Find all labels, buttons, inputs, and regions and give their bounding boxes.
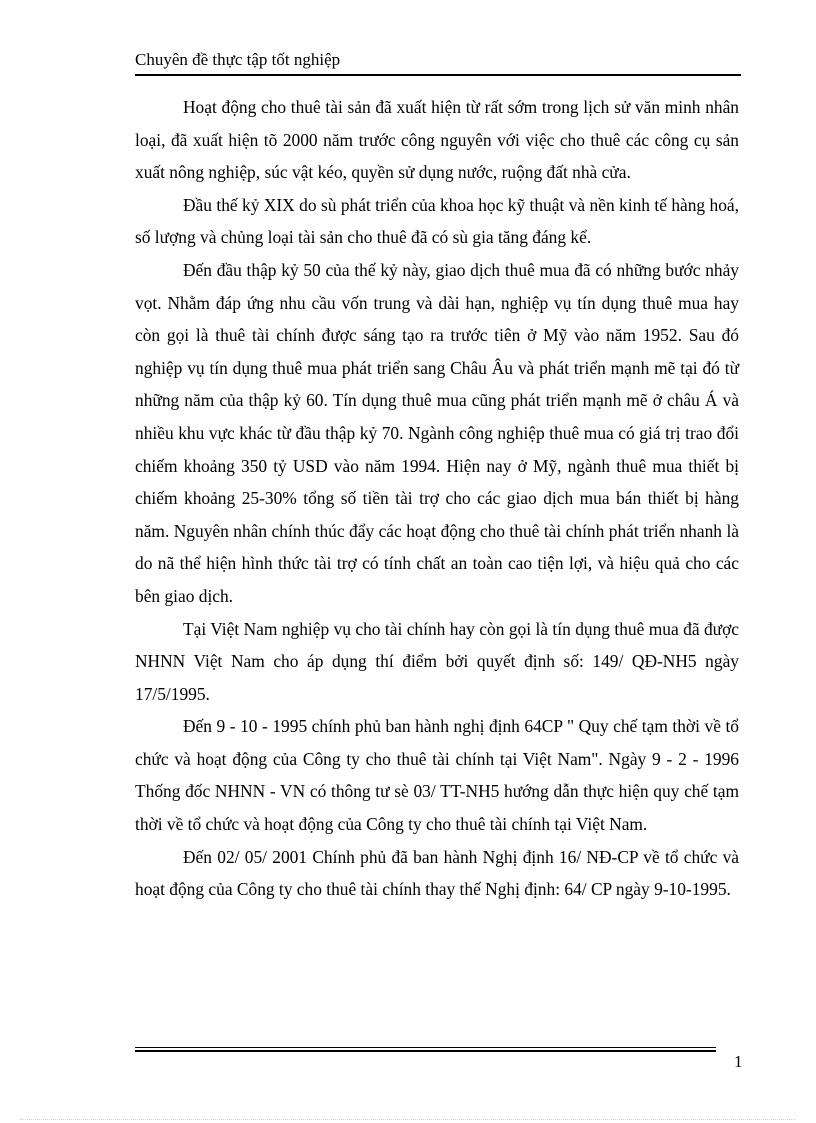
paragraph-decree-16: Đến 02/ 05/ 2001 Chính phủ đã ban hành Nghị định 16/ NĐ-CP về tổ chức và hoạt động của Công ty cho thuê tài chính thay thế Nghị định: 64/ CP ngày 9-10-1995. — [135, 846, 739, 900]
body-text — [135, 91, 739, 906]
paragraph-19th-century: Đầu thế kỷ XIX do sù phát triển của khoa học kỹ thuật và nền kinh tế hàng hoá, số lượng và chủng loại tài sản cho thuê đã có sù gia tăng đáng kể. — [135, 194, 739, 248]
paragraph-decree-64cp: Đến 9 - 10 - 1995 chính phủ ban hành nghị định 64CP " Quy chế tạm thời về tổ chức và hoạt động của Công ty cho thuê tài chính tại Việt Nam". Ngày 9 - 2 - 1996 Thống đốc NHNN - VN có thông tư sè 03/ TT-NH5 hướng dẫn thực hiện quy chế tạm thời về tổ chức và hoạt động của Công ty cho thuê tài chính tại Việt Nam. — [135, 716, 739, 835]
header-title: Chuyên đề thực tập tốt nghiệp — [135, 50, 341, 69]
paragraph-1950s-development: Đến đầu thập kỷ 50 của thế kỷ này, giao dịch thuê mua đã có những bước nhảy vọt. Nhằm đáp ứng nhu cầu vốn trung và dài hạn, nghiệp vụ tín dụng thuê mua hay còn gọi là thuê tài chính được sáng tạo ra trước tiên ở Mỹ vào năm 1952. Sau đó nghiệp vụ tín dụng thuê mua phát triển sang Châu Âu và phát triển mạnh mẽ tại đó từ những năm của thập kỷ 60. Tín dụng thuê mua cũng phát triển mạnh mẽ ở châu Á và nhiều khu vực khác từ đầu thập kỷ 70. Ngành công nghiệp thuê mua có giá trị trao đổi chiếm khoảng 350 tỷ USD vào năm 1994. Hiện nay ở Mỹ, ngành thuê mua thiết bị chiếm khoảng 25-30% tổng số tiền tài trợ cho các giao dịch mua bán thiết bị hàng năm. Nguyên nhân chính thúc đẩy các hoạt động cho thuê tài chính phát triển nhanh là do nã thể hiện hình thức tài trợ có tính chất an toàn cao tiện lợi, và hiệu quả cho các bên giao dịch. — [135, 259, 739, 606]
page-header — [135, 49, 741, 76]
page-number: 1 — [734, 1052, 743, 1071]
paragraph-vietnam-pilot: Tại Việt Nam nghiệp vụ cho tài chính hay còn gọi là tín dụng thuê mua đã được NHNN Việt Nam cho áp dụng thí điểm bởi quyết định số: 149/ QĐ-NH5 ngày 17/5/1995. — [135, 618, 739, 704]
paragraph-history-of-leasing: Hoạt động cho thuê tài sản đã xuất hiện từ rất sớm trong lịch sử văn minh nhân loại, đã xuất hiện tõ 2000 năm trước công nguyên với việc cho thuê các công cụ sản xuất nông nghiệp, súc vật kéo, quyền sử dụng nước, ruộng đất nhà cửa. — [135, 97, 739, 183]
footer-rule-double — [135, 1050, 716, 1052]
page-edge-divider — [20, 1119, 796, 1120]
footer-rule — [135, 1047, 716, 1048]
